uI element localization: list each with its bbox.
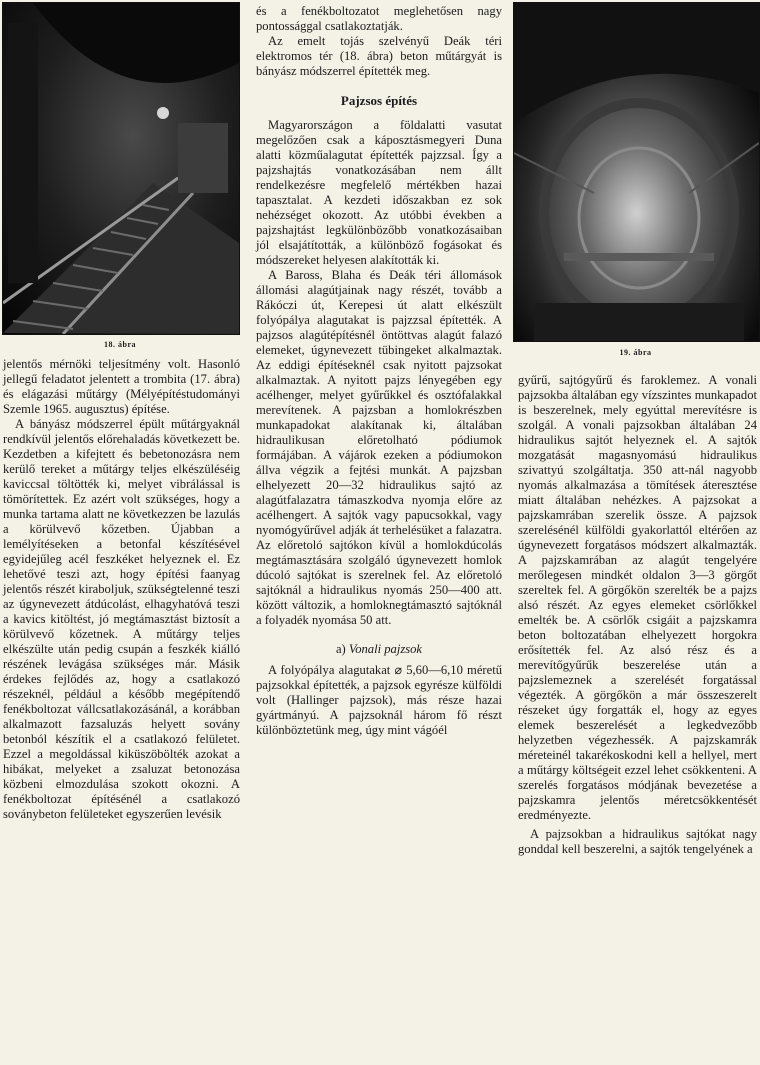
col2-paragraph-1: és a fenékboltozatot meglehetősen nagy pontossággal csatlakoztatják. xyxy=(256,4,502,33)
col2-paragraph-3: Magyarországon a földalatti vasutat megelőzően csak a káposztásmegyeri Duna alatti közműalagutat építették pajzzsal. Így a pajzshajtás vonatkozásában nem állt rendelkezésre megfelelő mértékben hazai tapasztalat. A kezdeti időszakban ez sok nehézséget okozott. Az utóbbi években a pajzshajtást legkülönbözőbb vonatkozásaiban jól elsajátították, a különböző fogásokat és módszereket helyesen alakították ki. xyxy=(256,118,502,267)
column-1 xyxy=(3,357,240,822)
figure-18-caption: 18. ábra xyxy=(104,340,136,349)
col1-paragraph-2: A bányász módszerrel épült műtárgyaknál rendkívül jelentős előrehaladás következett be. Kezdetben a kifejtett és bebetonozásra nem kerülő tereket a műtárgy teljes elkészüléséig kaviccsal töltötték ki, melyet vibrálással is tömörítettek. Ez azért volt szükséges, hogy a munka tartama alatt ne következzen be lazulás a körülvevő kőzetben. Újabban a lemélyítéseken a betonfal készítésével egyidejűleg acél feszkéket helyeznek el. Ez lehetővé teszi azt, hogy építési faanyag jelentős részét kiraboljuk, szükségtelenné teszi az úgynevezett átdúcolást, elhagyhatóvá teszi a kavics kitöltést, jó megtámasztást biztosít a körülvevő kőzetnek. A műtárgy teljes elkészülte után pedig csupán a feszkék kiálló részének levágása szükséges már. Másik érdekes fejlődés az, hogy a csatlakozó részeknél, például a később megépítendő fenékboltozat vállcsatlakozásánál, a korábban alkalmazott fazsaluzás helyett sovány betonból készítik el a csatlakozó felületet. Ezzel a megoldással kiküszöbölték azokat a hibákat, melyeket a zsaluzat betonozása közbeni elmozdulása szokott okozni. A fenékboltozat építésénél a csatlakozó soványbeton felületeket egyszerűen levésik xyxy=(3,417,240,821)
column-2 xyxy=(256,4,502,738)
col3-paragraph-1: gyűrű, sajtógyűrű és faroklemez. A vonali pajzsokba általában egy vízszintes munkapadot is beszerelnek, mely egyúttal merevítésre is szolgál. A vonali pajzsokban általában 24 hidraulikus sajtót helyeznek el. A sajtók mozgatását magasnyomású hidraulikus szivattyú szolgáltatja. 350 att-nál nagyobb nyomás alkalmazása a tömítések áteresztése miatt általában nehézkes. A pajzsokat a pajzskamrában szerelik össze. A pajzsok szerelésénél külföldi gyakorlattól eltérően az úgynevezett forgatásos módszert alkalmazták. A pajzskamrában az alagút tengelyére merőlegesen mindkét oldalon 3—3 görgőt szereltek fel. A görgőkön szerelték be a pajzs alsó részét. Az egyes elemeket csörlőkkel emelték be. A csörlők csigáit a pajzskamra beton boltozatában elhelyezett horgokra erősítették fel. Az alsó rész és a merevítőgyűrűk beszerelése után a pajzslemeznek a szerelését forgatással végezték. A görgőkön a már összeszerelt részeket úgy forgatták el, hogy az egyes elemek beszerelését a legkedvezőbb helyzetben végezhessék. A pajzskamrák méreteinél takarékoskodni kell a hellyel, mert a műtárgy költségeit ezzel lehet csökkenteni. A szerelés forgatásos módjának bevezetése a pajzskamra jelentős méretcsökkentését eredményezte. xyxy=(518,373,757,822)
figure-19-caption: 19. ábra xyxy=(619,348,652,357)
col2-paragraph-4: A Baross, Blaha és Deák téri állomások állomási alagútjainak nagy részét, tovább a Rákóczi út, Kerepesi út alatt elkészült folyópálya alagutakat is pajzzsal építették. A pajzsos alagútépítésnél öntöttvas alagút falazó elemeket, úgynevezett tübingeket alkalmaztak. Az eddigi építéseknél csak nyitott pajzsokat alkalmaztak. A nyitott pajzs lényegében egy acélhenger, melyet gyűrűkkel és osztófalakkal merevítenek. A pajzsban a homlokrészben munkapadokat alakítanak ki, általában hidraulikusan előretolható pódiumok formájában. A vájárok ezeken a pódiumokon állva végzik a fejtési munkát. A pajzsban elhelyezett 20—32 hidraulikus sajtó az alagútfalazatra támaszkodva nyomja előre az acélhengert. A sajtók vagy papucsokkal, vagy nyomógyűrűvel adják át terhelésüket a falazatra. Az előretoló sajtókon kívül a homlokdúcolás megtámasztására szolgáló úgynevezett homlok dúcoló sajtókat is szerelnek fel. Az előretoló sajtóknál a hidraulikus nyomás 250—400 att. között változik, a homloknegtámasztó sajtóknál a folyadék nyomása 50 att. xyxy=(256,268,502,627)
shield-chamber-image xyxy=(514,3,759,341)
figure-19-photo xyxy=(513,2,760,342)
col2-paragraph-5: A folyópálya alagutakat ⌀ 5,60—6,10 méretű pajzsokkal építették, a pajzsok egyrésze külföldi volt (Hallinger pajzsok), más része hazai gyártmányú. A pajzsoknál három fő részt különböztetünk meg, úgy mint vágóél xyxy=(256,663,502,737)
col1-paragraph-1: jelentős mérnöki teljesítmény volt. Hasonló jellegű feladatot jelentett a trombita (17. ábra) és elágazási műtárgy (Mélyépítéstudományi Szemle 1965. augusztus) építése. xyxy=(3,357,240,416)
tunnel-track-image xyxy=(3,3,239,334)
col2-paragraph-2: Az emelt tojás szelvényű Deák téri elektromos tér (18. ábra) beton műtárgyát is bányász módszerrel építették meg. xyxy=(256,34,502,78)
section-title: Pajzsos építés xyxy=(340,93,418,108)
subsection-title xyxy=(256,642,502,657)
column-3 xyxy=(518,373,757,857)
subsection-number: a) xyxy=(335,642,346,656)
col3-paragraph-2: A pajzsokban a hidraulikus sajtókat nagy gonddal kell beszerelni, a sajtók tengelyének a xyxy=(518,827,757,856)
subsection-label: Vonali pajzsok xyxy=(348,642,423,656)
figure-18-photo xyxy=(2,2,240,335)
